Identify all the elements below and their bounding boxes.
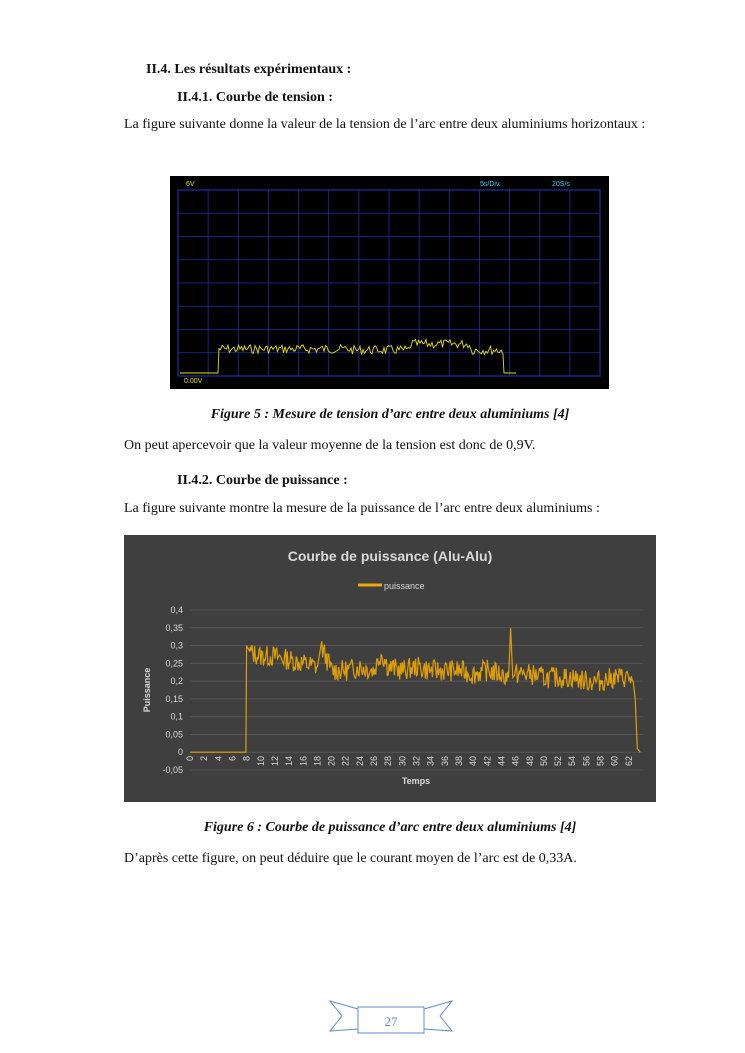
x-tick-label: 24 xyxy=(354,756,365,767)
y-tick-label: 0,05 xyxy=(165,729,183,740)
x-tick-label: 20 xyxy=(326,756,337,767)
x-tick-label: 48 xyxy=(524,756,535,767)
y-tick-label: 0,4 xyxy=(170,605,183,615)
page-number: 27 xyxy=(384,1014,398,1029)
figure-5-caption: Figure 5 : Mesure de tension d’arc entre deux aluminiums [4] xyxy=(210,407,570,422)
y-tick-label: 0,1 xyxy=(170,711,183,722)
subheading-puissance: II.4.2. Courbe de puissance : xyxy=(177,473,348,488)
conclusion-paragraph-1: On peut apercevoir que la valeur moyenne de la tension est donc de 0,9V. xyxy=(124,438,536,453)
figure-6-caption: Figure 6 : Courbe de puissance d’arc entre deux aluminiums [4] xyxy=(203,820,577,835)
x-tick-label: 16 xyxy=(298,756,309,767)
x-tick-label: 10 xyxy=(255,756,266,767)
scope-rate: 20S/s xyxy=(552,181,570,188)
x-tick-label: 6 xyxy=(227,756,238,762)
x-tick-label: 22 xyxy=(340,756,351,767)
x-tick-label: 14 xyxy=(284,756,295,767)
x-tick-label: 32 xyxy=(411,756,422,767)
x-tick-label: 36 xyxy=(439,756,450,767)
x-tick-label: 42 xyxy=(482,756,493,767)
intro-paragraph-2: La figure suivante montre la mesure de la puissance de l’arc entre deux aluminiums : xyxy=(124,501,600,516)
x-tick-label: 4 xyxy=(213,756,224,762)
x-tick-label: 60 xyxy=(609,756,620,767)
conclusion-paragraph-2: D’après cette figure, on peut déduire que le courant moyen de l’arc est de 0,33A. xyxy=(124,851,577,866)
y-tick-label: 0,15 xyxy=(165,693,183,704)
x-tick-label: 52 xyxy=(553,756,564,767)
scope-offset: 0.00V xyxy=(184,378,203,385)
y-tick-label: 0,3 xyxy=(170,640,183,651)
y-tick-label: -0,05 xyxy=(162,765,183,775)
x-tick-label: 0 xyxy=(185,756,195,762)
scope-volt-div: 6V xyxy=(186,181,195,188)
legend-label: puissance xyxy=(384,581,425,591)
y-tick-label: 0 xyxy=(177,747,183,758)
x-tick-label: 56 xyxy=(581,756,592,767)
x-tick-label: 2 xyxy=(199,756,210,762)
intro-paragraph-1: La figure suivante donne la valeur de la tension de l’arc entre deux aluminiums horizontaux : xyxy=(124,117,646,132)
x-tick-label: 62 xyxy=(623,756,634,767)
x-tick-label: 46 xyxy=(510,756,521,767)
series-line-puissance xyxy=(190,628,640,752)
section-heading: II.4. Les résultats expérimentaux : xyxy=(146,62,352,77)
x-axis-label: Temps xyxy=(401,776,431,786)
power-chart xyxy=(124,535,656,802)
x-tick-label: 40 xyxy=(468,756,479,767)
x-tick-label: 30 xyxy=(397,756,408,767)
x-tick-label: 28 xyxy=(383,756,394,767)
x-tick-label: 54 xyxy=(567,756,578,767)
x-tick-label: 34 xyxy=(425,756,436,767)
x-tick-label: 44 xyxy=(496,756,507,767)
y-tick-label: 0,25 xyxy=(165,658,183,669)
x-tick-label: 58 xyxy=(595,756,606,767)
subheading-tension: II.4.1. Courbe de tension : xyxy=(177,90,333,105)
scope-voltage-trace xyxy=(180,340,516,374)
x-tick-label: 8 xyxy=(241,756,252,762)
chart-title: Courbe de puissance (Alu-Alu) xyxy=(287,548,493,564)
oscilloscope-figure xyxy=(170,176,609,389)
scope-time-div: 5s/Div. xyxy=(480,181,501,188)
x-tick-label: 38 xyxy=(453,756,464,767)
page-number-ribbon xyxy=(328,999,454,1035)
y-tick-label: 0,35 xyxy=(165,622,183,633)
y-axis-label: Puissance xyxy=(142,667,152,713)
y-tick-label: 0,2 xyxy=(170,676,183,687)
x-tick-label: 50 xyxy=(538,756,549,767)
x-tick-label: 18 xyxy=(312,756,323,767)
x-tick-label: 12 xyxy=(269,756,280,767)
x-tick-label: 26 xyxy=(369,756,380,767)
